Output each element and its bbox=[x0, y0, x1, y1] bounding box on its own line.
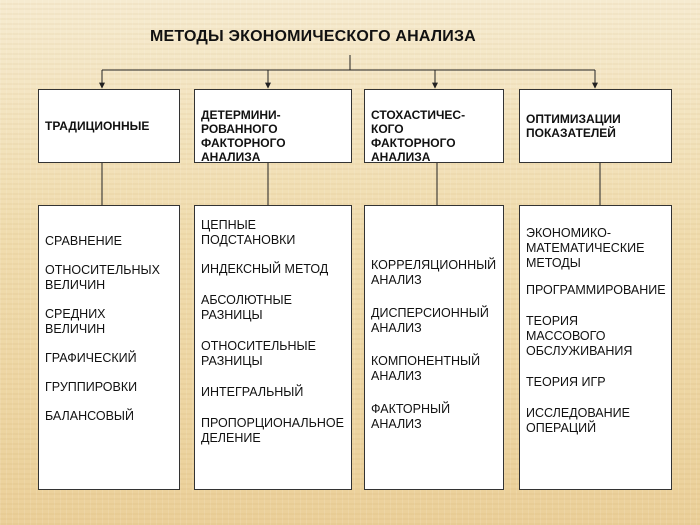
category-box-traditional bbox=[38, 89, 180, 163]
method-item: ГРАФИЧЕСКИЙ bbox=[45, 351, 137, 365]
method-item: ЦЕПНЫЕ ПОДСТАНОВКИ bbox=[201, 218, 296, 247]
method-list-deterministic bbox=[194, 205, 352, 490]
method-item: ИНТЕГРАЛЬНЫЙ bbox=[201, 385, 304, 399]
method-item: ПРОГРАММИРОВАНИЕ bbox=[526, 283, 666, 297]
method-item: ОТНОСИТЕЛЬНЫХ ВЕЛИЧИН bbox=[45, 263, 160, 292]
category-heading: ДЕТЕРМИНИ- РОВАННОГО ФАКТОРНОГО АНАЛИЗА bbox=[201, 108, 286, 164]
method-item: ТЕОРИЯ МАССОВОГО ОБСЛУЖИВАНИЯ bbox=[526, 314, 633, 358]
category-box-stochastic bbox=[364, 89, 504, 163]
method-item: ДИСПЕРСИОННЫЙ АНАЛИЗ bbox=[371, 306, 489, 335]
category-heading: ОПТИМИЗАЦИИ ПОКАЗАТЕЛЕЙ bbox=[526, 112, 621, 140]
method-item: СРЕДНИХ ВЕЛИЧИН bbox=[45, 307, 106, 336]
method-list-stochastic bbox=[364, 205, 504, 490]
method-item: ИССЛЕДОВАНИЕ ОПЕРАЦИЙ bbox=[526, 406, 630, 435]
method-list-traditional bbox=[38, 205, 180, 490]
category-box-deterministic bbox=[194, 89, 352, 163]
method-item: ПРОПОРЦИОНАЛЬНОЕ ДЕЛЕНИЕ bbox=[201, 416, 344, 445]
method-list-optimization bbox=[519, 205, 672, 490]
diagram-title: МЕТОДЫ ЭКОНОМИЧЕСКОГО АНАЛИЗА bbox=[150, 28, 476, 45]
category-heading: СТОХАСТИЧЕС- КОГО ФАКТОРНОГО АНАЛИЗА bbox=[371, 108, 466, 164]
method-item: ТЕОРИЯ ИГР bbox=[526, 375, 606, 389]
method-item: ЭКОНОМИКО- МАТЕМАТИЧЕСКИЕ МЕТОДЫ bbox=[526, 226, 645, 270]
method-item: ОТНОСИТЕЛЬНЫЕ РАЗНИЦЫ bbox=[201, 339, 316, 368]
category-box-optimization bbox=[519, 89, 672, 163]
method-item: КОМПОНЕНТНЫЙ АНАЛИЗ bbox=[371, 354, 481, 383]
method-item: ФАКТОРНЫЙ АНАЛИЗ bbox=[371, 402, 451, 431]
method-item: ИНДЕКСНЫЙ МЕТОД bbox=[201, 262, 329, 276]
method-item: АБСОЛЮТНЫЕ РАЗНИЦЫ bbox=[201, 293, 292, 322]
method-item: БАЛАНСОВЫЙ bbox=[45, 409, 134, 423]
method-item: СРАВНЕНИЕ bbox=[45, 234, 122, 248]
method-item: КОРРЕЛЯЦИОННЫЙ АНАЛИЗ bbox=[371, 258, 497, 287]
method-item: ГРУППИРОВКИ bbox=[45, 380, 138, 394]
category-heading: ТРАДИЦИОННЫЕ bbox=[45, 119, 150, 133]
